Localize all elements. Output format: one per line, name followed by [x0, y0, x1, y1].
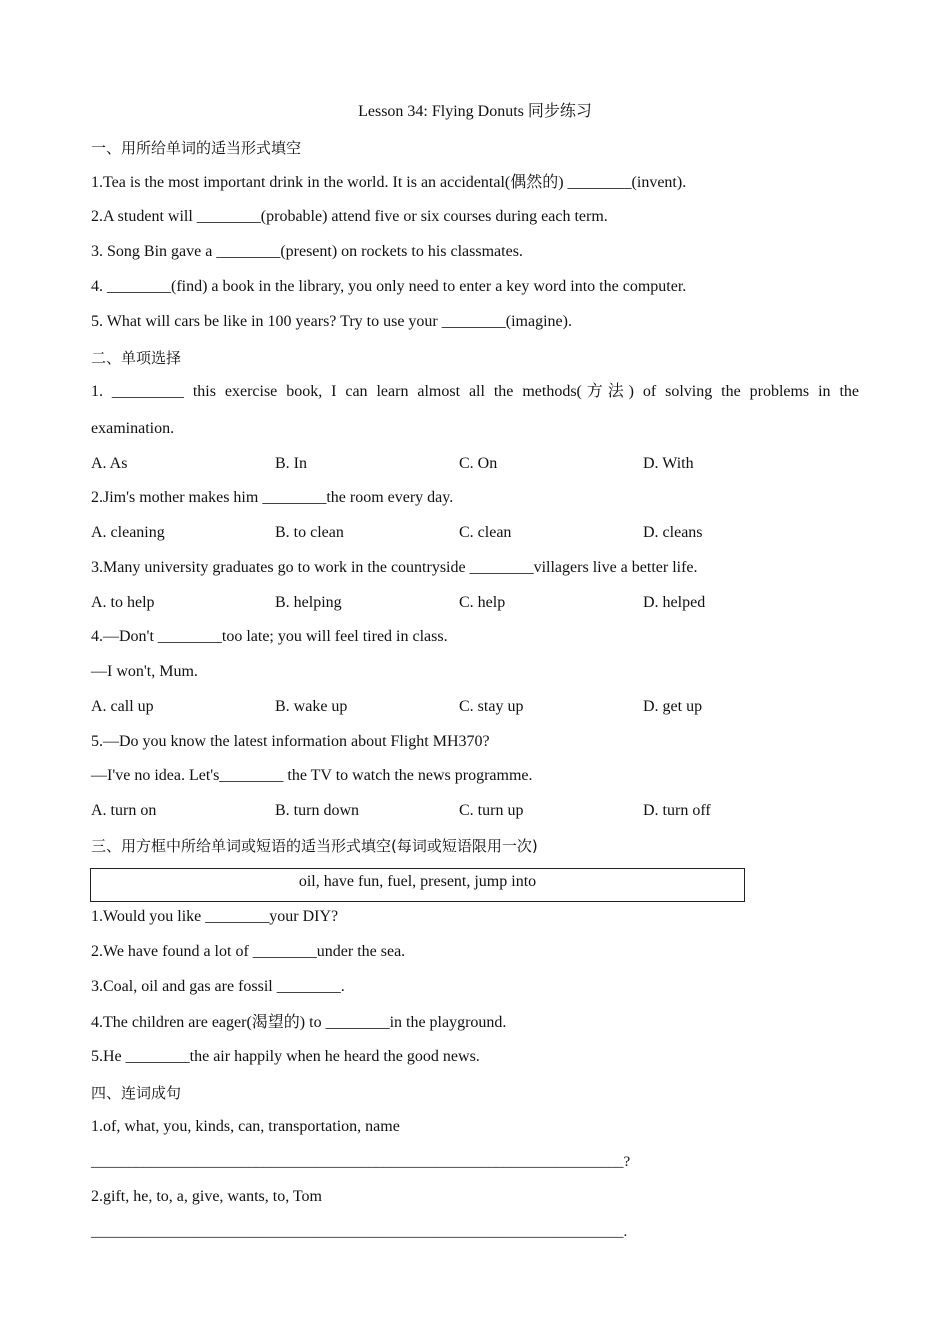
q4-option-c: C. stay up — [459, 698, 524, 715]
q3-stem: 3.Many university graduates go to work in the countryside ________villagers live a better life. — [91, 559, 698, 576]
q3-option-d: D. helped — [643, 594, 706, 611]
q5-option-d: D. turn off — [643, 802, 711, 819]
section3-heading: 三、用方框中所给单词或短语的适当形式填空(每词或短语限用一次) — [91, 837, 538, 855]
q2-stem: 2.Jim's mother makes him ________the room every day. — [91, 489, 454, 506]
section3-item-1: 1.Would you like ________your DIY? — [91, 908, 339, 925]
word-box: oil, have fun, fuel, present, jump into — [90, 868, 745, 902]
q5-option-c: C. turn up — [459, 802, 524, 819]
section1-item-1: 1.Tea is the most important drink in the world. It is an accidental(偶然的) ________(invent). — [91, 174, 687, 191]
q1-option-d: D. With — [643, 455, 694, 472]
section4-item-2-words: 2.gift, he, to, a, give, wants, to, Tom — [91, 1188, 322, 1205]
section1-heading: 一、用所给单词的适当形式填空 — [91, 139, 302, 157]
q4-stem-line2: —I won't, Mum. — [91, 663, 198, 680]
q4-option-d: D. get up — [643, 698, 703, 715]
section3-item-5: 5.He ________the air happily when he heard the good news. — [91, 1048, 480, 1065]
section3-item-2: 2.We have found a lot of ________under the sea. — [91, 943, 406, 960]
q3-option-c: C. help — [459, 594, 506, 611]
section3-item-3: 3.Coal, oil and gas are fossil ________. — [91, 978, 345, 995]
q2-option-d: D. cleans — [643, 524, 703, 541]
section3-item-4: 4.The children are eager(渴望的) to ________in the playground. — [91, 1014, 507, 1031]
q5-option-b: B. turn down — [275, 802, 359, 819]
q1-option-c: C. On — [459, 455, 498, 472]
q5-stem-line1: 5.—Do you know the latest information about Flight MH370? — [91, 733, 490, 750]
q2-option-b: B. to clean — [275, 524, 344, 541]
section4-item-1-words: 1.of, what, you, kinds, can, transportation, name — [91, 1118, 400, 1135]
q2-option-c: C. clean — [459, 524, 512, 541]
section4-item-2-answer-line: _______________________________________________________________________. — [91, 1224, 628, 1240]
q2-option-a: A. cleaning — [91, 524, 165, 541]
q5-option-a: A. turn on — [91, 802, 157, 819]
section1-item-3: 3. Song Bin gave a ________(present) on rockets to his classmates. — [91, 243, 523, 260]
q3-option-a: A. to help — [91, 594, 155, 611]
q1-option-b: B. In — [275, 455, 307, 472]
q1-stem-line1: 1. _________ this exercise book, I can learn almost all the methods(方法) of solving the problems in the — [91, 383, 859, 400]
page-title: Lesson 34: Flying Donuts 同步练习 — [358, 103, 592, 120]
q1-stem-line2: examination. — [91, 420, 175, 437]
section4-item-1-answer-line: _______________________________________________________________________? — [91, 1154, 631, 1170]
section1-item-2: 2.A student will ________(probable) attend five or six courses during each term. — [91, 208, 608, 225]
q3-option-b: B. helping — [275, 594, 342, 611]
q4-option-b: B. wake up — [275, 698, 348, 715]
q5-stem-line2: —I've no idea. Let's________ the TV to watch the news programme. — [91, 767, 533, 784]
section2-heading: 二、单项选择 — [91, 349, 182, 367]
section4-heading: 四、连词成句 — [91, 1084, 182, 1102]
q1-option-a: A. As — [91, 455, 128, 472]
section1-item-4: 4. ________(find) a book in the library, you only need to enter a key word into the computer. — [91, 278, 687, 295]
q4-option-a: A. call up — [91, 698, 154, 715]
section1-item-5: 5. What will cars be like in 100 years? Try to use your ________(imagine). — [91, 313, 572, 330]
q4-stem-line1: 4.—Don't ________too late; you will feel tired in class. — [91, 628, 448, 645]
